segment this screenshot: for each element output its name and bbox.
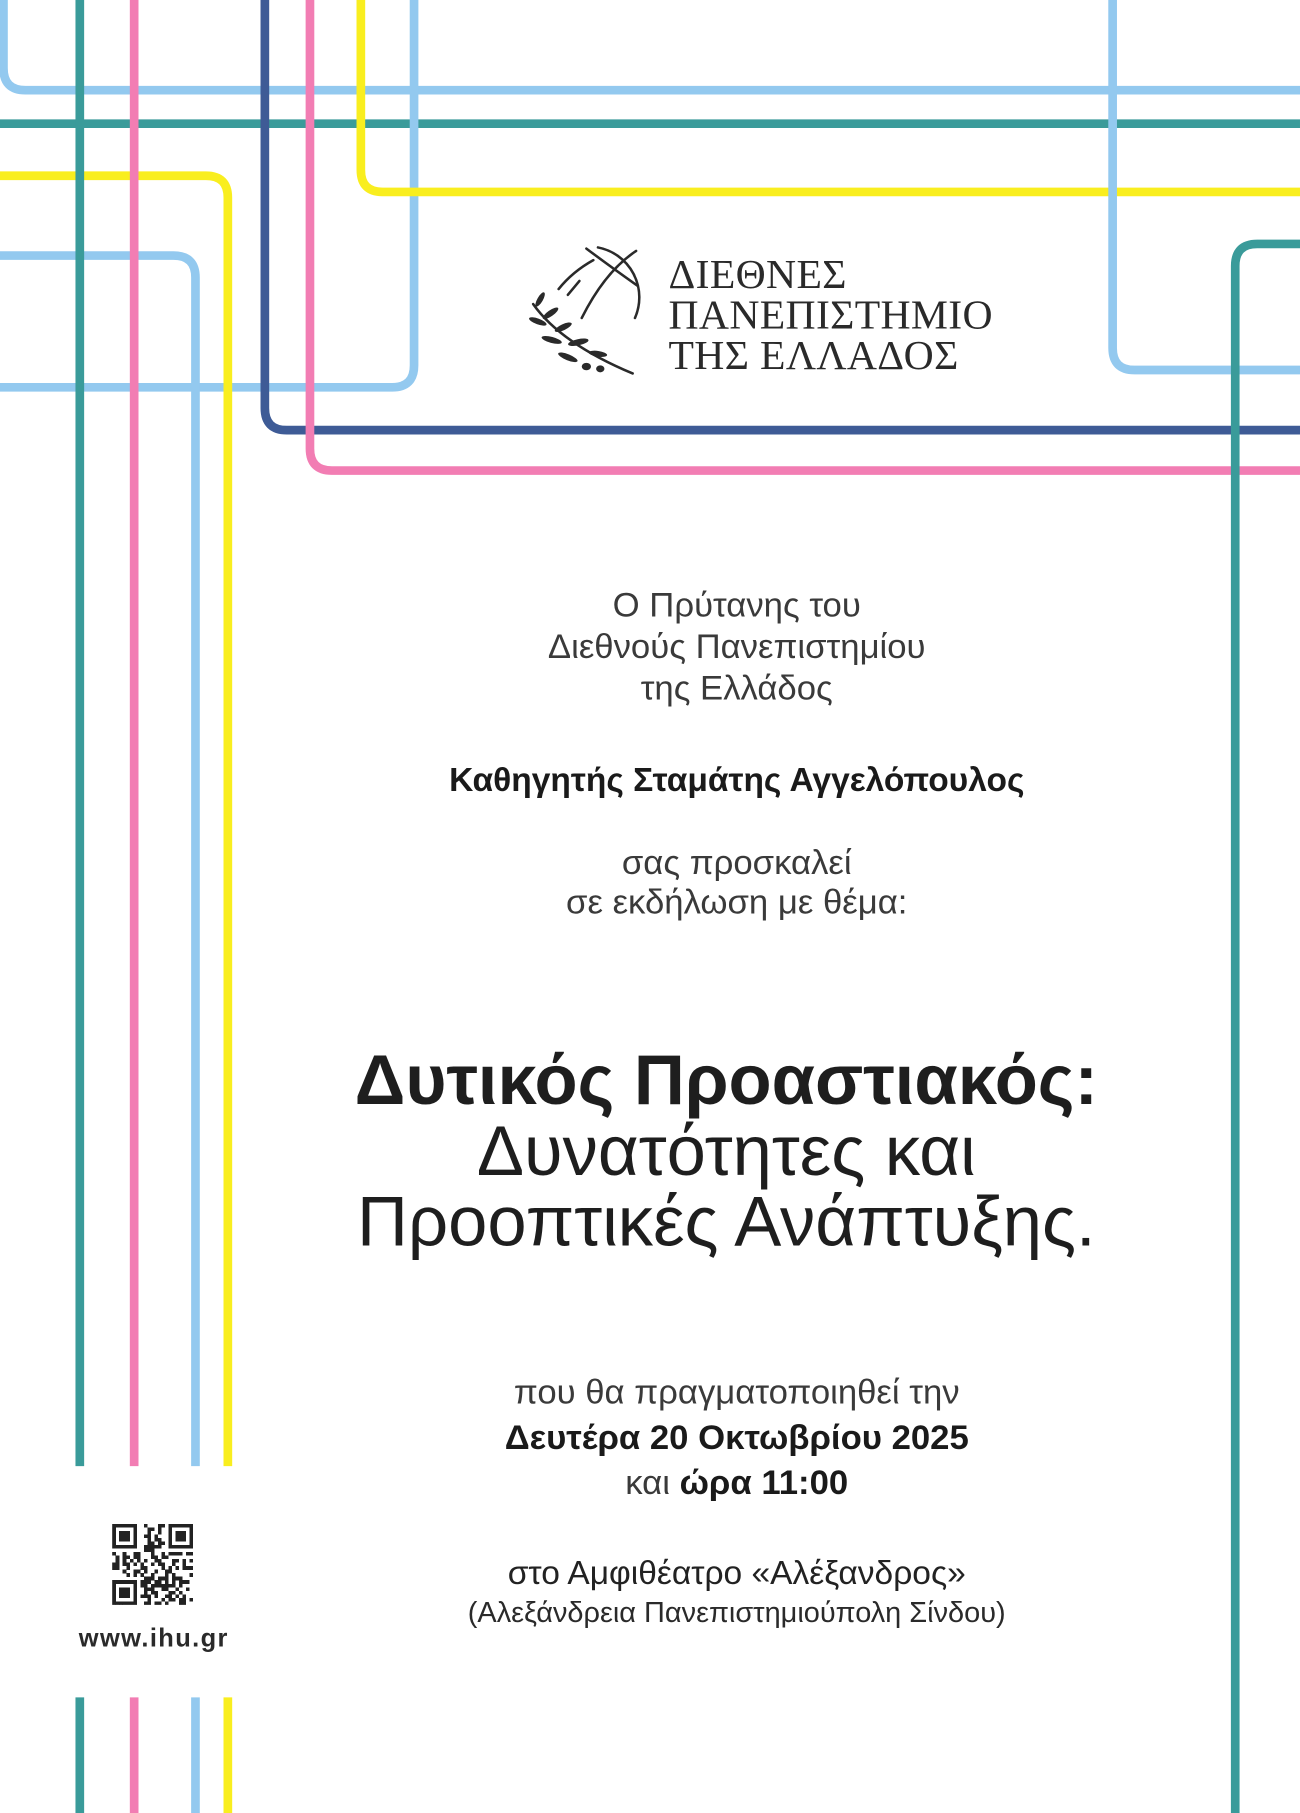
qr-module xyxy=(158,1538,162,1542)
qr-module xyxy=(179,1598,183,1602)
time-line xyxy=(332,1460,1142,1505)
qr-module xyxy=(123,1556,127,1560)
qr-module xyxy=(133,1594,137,1598)
qr-module xyxy=(172,1545,176,1549)
invite-line: σας προσκαλεί xyxy=(621,844,852,883)
qr-module xyxy=(172,1577,176,1581)
qr-module xyxy=(183,1534,187,1538)
qr-module xyxy=(172,1559,176,1563)
qr-module xyxy=(133,1584,137,1588)
event-title-line: Δυνατότητες και xyxy=(476,1111,976,1190)
qr-module xyxy=(169,1552,173,1556)
qr-module xyxy=(190,1542,194,1546)
qr-module xyxy=(190,1573,194,1577)
qr-module xyxy=(133,1563,137,1567)
qr-module xyxy=(144,1545,148,1549)
qr-module xyxy=(158,1527,162,1531)
logo-short-stroke xyxy=(568,281,580,295)
qr-module xyxy=(116,1556,120,1560)
qr-module xyxy=(161,1542,165,1546)
qr-module xyxy=(126,1531,130,1535)
qr-module xyxy=(116,1545,120,1549)
qr-module xyxy=(126,1563,130,1567)
qr-module xyxy=(140,1563,144,1567)
qr-module xyxy=(165,1587,169,1591)
host-name: Καθηγητής Σταμάτης Αγγελόπουλος xyxy=(449,761,1025,799)
host-title xyxy=(332,585,1142,710)
qr-module xyxy=(176,1545,180,1549)
invite-text xyxy=(332,844,1142,923)
qr-module xyxy=(144,1594,148,1598)
qr-module xyxy=(158,1580,162,1584)
qr-module xyxy=(176,1559,180,1563)
qr-module xyxy=(154,1594,158,1598)
qr-module xyxy=(172,1524,176,1528)
qr-module xyxy=(172,1573,176,1577)
qr-module xyxy=(147,1598,151,1602)
qr-module xyxy=(126,1524,130,1528)
qr-module xyxy=(183,1538,187,1542)
qr-module xyxy=(183,1580,187,1584)
qr-module xyxy=(169,1598,173,1602)
qr-module xyxy=(161,1587,165,1591)
qr-module xyxy=(133,1538,137,1542)
qr-module xyxy=(190,1598,194,1602)
qr-module xyxy=(130,1601,134,1605)
qr-module xyxy=(144,1570,148,1574)
light-blue-line-right xyxy=(1113,0,1300,370)
qr-module xyxy=(144,1549,148,1553)
website-url: www.ihu.gr xyxy=(78,1623,229,1653)
event-date-time xyxy=(332,1370,1142,1505)
qr-module xyxy=(147,1545,151,1549)
qr-module xyxy=(183,1563,187,1567)
qr-module xyxy=(179,1552,183,1556)
qr-module xyxy=(123,1559,127,1563)
qr-module xyxy=(140,1566,144,1570)
qr-module xyxy=(151,1527,155,1531)
qr-module xyxy=(123,1552,127,1556)
qr-module xyxy=(137,1556,141,1560)
qr-module xyxy=(144,1577,148,1581)
qr-module xyxy=(123,1591,127,1595)
qr-module xyxy=(165,1594,169,1598)
qr-module xyxy=(151,1563,155,1567)
qr-module xyxy=(119,1587,123,1591)
qr-module xyxy=(112,1566,116,1570)
qr-module xyxy=(116,1559,120,1563)
qr-module xyxy=(126,1601,130,1605)
qr-module xyxy=(147,1531,151,1535)
qr-module xyxy=(169,1570,173,1574)
logo-leaf xyxy=(554,321,573,334)
qr-module xyxy=(158,1542,162,1546)
host-line: Ο Πρύτανης του xyxy=(612,586,861,625)
qr-module xyxy=(116,1566,120,1570)
qr-module xyxy=(165,1577,169,1581)
qr-module xyxy=(176,1577,180,1581)
qr-module xyxy=(190,1566,194,1570)
qr-module xyxy=(123,1534,127,1538)
qr-module xyxy=(140,1584,144,1588)
qr-module xyxy=(179,1591,183,1595)
qr-module xyxy=(133,1580,137,1584)
qr-module xyxy=(126,1580,130,1584)
qr-module xyxy=(140,1573,144,1577)
qr-module xyxy=(165,1573,169,1577)
qr-module xyxy=(130,1545,134,1549)
qr-module xyxy=(119,1534,123,1538)
qr-module xyxy=(183,1531,187,1535)
qr-module xyxy=(137,1570,141,1574)
qr-module xyxy=(161,1566,165,1570)
qr-module xyxy=(176,1566,180,1570)
qr-module xyxy=(133,1587,137,1591)
light-blue-line-upper-corner xyxy=(0,0,414,387)
qr-module xyxy=(172,1598,176,1602)
logo-leaf xyxy=(534,291,547,308)
qr-module xyxy=(133,1545,137,1549)
qr-module xyxy=(133,1598,137,1602)
qr-module xyxy=(112,1598,116,1602)
qr-module xyxy=(123,1594,127,1598)
event-title-line: Προοπτικές Ανάπτυξης. xyxy=(357,1181,1096,1261)
qr-module xyxy=(183,1559,187,1563)
qr-module xyxy=(169,1524,173,1528)
qr-module xyxy=(133,1531,137,1535)
qr-module xyxy=(172,1584,176,1588)
qr-module xyxy=(116,1601,120,1605)
qr-module xyxy=(151,1545,155,1549)
qr-module xyxy=(190,1534,194,1538)
qr-module xyxy=(140,1580,144,1584)
qr-module xyxy=(151,1573,155,1577)
qr-module xyxy=(123,1570,127,1574)
qr-module xyxy=(169,1527,173,1531)
qr-module xyxy=(151,1556,155,1560)
qr-module xyxy=(165,1601,169,1605)
qr-module xyxy=(119,1580,123,1584)
qr-module xyxy=(176,1531,180,1535)
qr-module xyxy=(169,1591,173,1595)
qr-module xyxy=(123,1563,127,1567)
logo-leaf xyxy=(588,350,607,358)
teal-line-right xyxy=(1235,244,1300,1813)
qr-module xyxy=(154,1556,158,1560)
qr-module xyxy=(126,1566,130,1570)
qr-module xyxy=(154,1570,158,1574)
qr-module xyxy=(112,1531,116,1535)
qr-module xyxy=(133,1534,137,1538)
qr-module xyxy=(147,1538,151,1542)
qr-module xyxy=(126,1573,130,1577)
qr-module xyxy=(154,1584,158,1588)
qr-module xyxy=(183,1524,187,1528)
qr-module xyxy=(147,1542,151,1546)
qr-module xyxy=(119,1538,123,1542)
qr-module xyxy=(116,1524,120,1528)
qr-module xyxy=(161,1524,165,1528)
qr-module xyxy=(112,1584,116,1588)
qr-module xyxy=(172,1563,176,1567)
qr-module xyxy=(154,1580,158,1584)
date-intro: που θα πραγματοποιηθεί την xyxy=(513,1373,960,1412)
university-name-line: ΤΗΣ ΕΛΛΑΔΟΣ xyxy=(668,331,959,379)
logo-leaf xyxy=(541,334,563,345)
qr-module xyxy=(165,1584,169,1588)
qr-module xyxy=(119,1524,123,1528)
qr-module xyxy=(154,1591,158,1595)
qr-module xyxy=(147,1534,151,1538)
qr-module xyxy=(190,1527,194,1531)
invite-line: σε εκδήλωση με θέμα: xyxy=(566,883,908,922)
qr-module xyxy=(126,1534,130,1538)
qr-module xyxy=(123,1538,127,1542)
event-title-line: Δυτικός Προαστιακός: xyxy=(354,1040,1098,1120)
qr-module xyxy=(161,1556,165,1560)
qr-module xyxy=(186,1587,190,1591)
qr-module xyxy=(112,1552,116,1556)
qr-module xyxy=(123,1524,127,1528)
qr-module xyxy=(172,1552,176,1556)
qr-module xyxy=(158,1531,162,1535)
qr-module xyxy=(126,1591,130,1595)
qr-module xyxy=(161,1598,165,1602)
event-venue: στο Αμφιθέατρο «Αλέξανδρος» xyxy=(507,1555,966,1593)
qr-module xyxy=(186,1580,190,1584)
pink-line-corner xyxy=(310,0,1300,471)
qr-module xyxy=(119,1545,123,1549)
qr-module xyxy=(147,1601,151,1605)
qr-module xyxy=(112,1545,116,1549)
qr-module xyxy=(169,1531,173,1535)
qr-module xyxy=(130,1580,134,1584)
qr-module xyxy=(154,1601,158,1605)
qr-module xyxy=(151,1591,155,1595)
qr-code-icon xyxy=(112,1524,193,1605)
qr-module xyxy=(169,1545,173,1549)
qr-module xyxy=(183,1594,187,1598)
qr-module xyxy=(144,1601,148,1605)
event-time: ώρα 11:00 xyxy=(679,1463,849,1502)
qr-module xyxy=(147,1594,151,1598)
qr-module xyxy=(126,1587,130,1591)
qr-module xyxy=(147,1527,151,1531)
qr-module xyxy=(147,1549,151,1553)
globe-olive-branch-icon xyxy=(526,237,642,382)
qr-module xyxy=(112,1563,116,1567)
logo-leaf xyxy=(541,306,560,322)
host-line: της Ελλάδος xyxy=(640,669,833,708)
qr-module xyxy=(123,1601,127,1605)
qr-module xyxy=(112,1534,116,1538)
qr-module xyxy=(158,1524,162,1528)
qr-module xyxy=(158,1577,162,1581)
qr-module xyxy=(190,1538,194,1542)
qr-module xyxy=(183,1598,187,1602)
qr-module xyxy=(116,1563,120,1567)
qr-module xyxy=(116,1580,120,1584)
qr-module xyxy=(151,1587,155,1591)
qr-module xyxy=(158,1559,162,1563)
qr-module xyxy=(144,1580,148,1584)
qr-module xyxy=(179,1577,183,1581)
qr-module xyxy=(133,1527,137,1531)
qr-module xyxy=(158,1563,162,1567)
event-title xyxy=(264,1040,1189,1261)
qr-module xyxy=(169,1594,173,1598)
qr-module xyxy=(172,1580,176,1584)
logo-leaf xyxy=(557,351,579,364)
qr-module xyxy=(133,1556,137,1560)
qr-module xyxy=(190,1552,194,1556)
qr-module xyxy=(165,1556,169,1560)
qr-module xyxy=(161,1577,165,1581)
logo-olive xyxy=(596,365,604,372)
university-name-line: ΔΙΕΘΝΕΣ xyxy=(668,250,847,298)
qr-module xyxy=(176,1524,180,1528)
qr-module xyxy=(144,1566,148,1570)
qr-module xyxy=(183,1545,187,1549)
logo-olive xyxy=(582,363,591,370)
qr-module xyxy=(151,1549,155,1553)
yellow-line-top xyxy=(361,0,1300,192)
qr-module xyxy=(161,1563,165,1567)
qr-module xyxy=(151,1584,155,1588)
qr-module xyxy=(151,1577,155,1581)
qr-module xyxy=(165,1570,169,1574)
qr-module xyxy=(154,1538,158,1542)
qr-module xyxy=(158,1584,162,1588)
qr-module xyxy=(158,1601,162,1605)
qr-module xyxy=(123,1545,127,1549)
qr-module xyxy=(133,1601,137,1605)
qr-module xyxy=(186,1552,190,1556)
qr-module xyxy=(179,1524,183,1528)
qr-module xyxy=(119,1531,123,1535)
event-date: Δευτέρα 20 Οκτωβρίου 2025 xyxy=(504,1418,969,1457)
qr-module xyxy=(112,1538,116,1542)
qr-module xyxy=(130,1559,134,1563)
qr-module xyxy=(112,1524,116,1528)
qr-module xyxy=(133,1552,137,1556)
university-name xyxy=(668,250,993,379)
qr-module xyxy=(154,1534,158,1538)
qr-module xyxy=(179,1534,183,1538)
qr-module xyxy=(161,1552,165,1556)
qr-module xyxy=(190,1531,194,1535)
qr-module xyxy=(144,1591,148,1595)
qr-module xyxy=(169,1538,173,1542)
qr-module xyxy=(190,1524,194,1528)
qr-module xyxy=(151,1552,155,1556)
time-prefix: και xyxy=(625,1463,670,1502)
qr-module xyxy=(176,1587,180,1591)
qr-module xyxy=(133,1591,137,1595)
qr-module xyxy=(112,1587,116,1591)
qr-module xyxy=(133,1573,137,1577)
qr-module xyxy=(179,1580,183,1584)
qr-module xyxy=(144,1584,148,1588)
qr-module xyxy=(133,1524,137,1528)
qr-module xyxy=(130,1524,134,1528)
qr-module xyxy=(144,1587,148,1591)
qr-module xyxy=(147,1580,151,1584)
qr-module xyxy=(190,1545,194,1549)
qr-module xyxy=(169,1542,173,1546)
qr-module xyxy=(176,1534,180,1538)
qr-module xyxy=(112,1594,116,1598)
qr-module xyxy=(119,1594,123,1598)
qr-module xyxy=(140,1594,144,1598)
qr-module xyxy=(133,1542,137,1546)
qr-module xyxy=(126,1538,130,1542)
qr-module xyxy=(179,1584,183,1588)
qr-module xyxy=(123,1587,127,1591)
qr-module xyxy=(144,1524,148,1528)
qr-module xyxy=(126,1556,130,1560)
qr-module xyxy=(179,1531,183,1535)
qr-module xyxy=(172,1591,176,1595)
event-venue-detail: (Αλεξάνδρεια Πανεπιστημιούπολη Σίνδου) xyxy=(467,1596,1006,1630)
qr-module xyxy=(176,1552,180,1556)
qr-module xyxy=(183,1601,187,1605)
qr-module xyxy=(186,1524,190,1528)
host-line: Διεθνούς Πανεπιστημίου xyxy=(547,627,926,666)
qr-module xyxy=(112,1527,116,1531)
qr-module xyxy=(119,1601,123,1605)
qr-module xyxy=(169,1584,173,1588)
qr-module xyxy=(165,1580,169,1584)
qr-module xyxy=(186,1566,190,1570)
qr-module xyxy=(137,1552,141,1556)
qr-module xyxy=(186,1545,190,1549)
qr-module xyxy=(119,1591,123,1595)
qr-module xyxy=(183,1566,187,1570)
qr-module xyxy=(161,1584,165,1588)
qr-module xyxy=(112,1601,116,1605)
qr-module xyxy=(144,1559,148,1563)
qr-module xyxy=(179,1538,183,1542)
qr-module xyxy=(169,1534,173,1538)
qr-module xyxy=(176,1594,180,1598)
qr-module xyxy=(154,1559,158,1563)
qr-module xyxy=(158,1545,162,1549)
qr-module xyxy=(190,1559,194,1563)
qr-module xyxy=(126,1545,130,1549)
qr-module xyxy=(133,1570,137,1574)
qr-module xyxy=(112,1591,116,1595)
qr-module xyxy=(151,1542,155,1546)
qr-module xyxy=(123,1531,127,1535)
qr-module xyxy=(147,1577,151,1581)
qr-module xyxy=(179,1601,183,1605)
qr-module xyxy=(147,1587,151,1591)
university-name-line: ΠΑΝΕΠΙΣΤΗΜΙΟ xyxy=(668,291,993,338)
qr-module xyxy=(169,1566,173,1570)
qr-module xyxy=(176,1538,180,1542)
qr-module xyxy=(112,1542,116,1546)
qr-module xyxy=(144,1534,148,1538)
qr-module xyxy=(154,1545,158,1549)
qr-module xyxy=(126,1594,130,1598)
qr-module xyxy=(179,1545,183,1549)
light-blue-line-top xyxy=(3,0,1300,90)
qr-module xyxy=(112,1580,116,1584)
qr-module xyxy=(137,1559,141,1563)
qr-module xyxy=(123,1580,127,1584)
